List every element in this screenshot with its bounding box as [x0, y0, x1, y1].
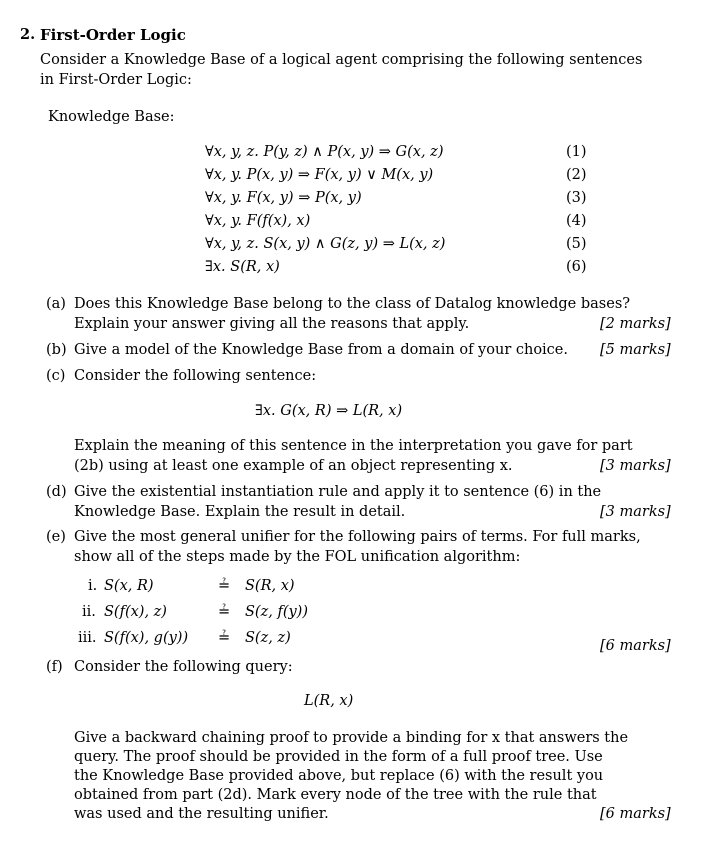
- question-d-line-1: Give the existential instantiation rule and apply it to sentence (6) in the: [74, 484, 602, 500]
- unify-item-left-2: S(f(x), z): [104, 604, 167, 620]
- kb-label: Knowledge Base:: [48, 109, 175, 125]
- question-d-label: (d): [46, 484, 67, 500]
- unify-operator-2: ≟: [218, 604, 231, 620]
- kb-formula-3: ∀x, y. F(x, y) ⇒ P(x, y): [205, 190, 362, 206]
- question-c-label: (c): [46, 368, 66, 384]
- question-e-line-1: Give the most general unifier for the following pairs of terms. For full marks,: [74, 529, 641, 545]
- question-f-line-3: query. The proof should be provided in the form of a full proof tree. Use: [74, 749, 603, 765]
- section-title: First-Order Logic: [40, 26, 186, 44]
- question-a-line-1: Does this Knowledge Base belong to the class of Datalog knowledge bases?: [74, 296, 631, 312]
- question-b-line-1: Give a model of the Knowledge Base from a domain of your choice.: [74, 342, 568, 358]
- kb-number-1: (1): [566, 144, 587, 160]
- question-e-label: (e): [46, 529, 66, 545]
- kb-formula-1: ∀x, y, z. P(y, z) ∧ P(x, y) ⇒ G(x, z): [205, 144, 444, 160]
- question-f-line-6: was used and the resulting unifier.: [74, 806, 329, 822]
- question-b-marks: [5 marks]: [600, 342, 671, 358]
- question-f-line-1: Consider the following query:: [74, 659, 293, 675]
- kb-number-6: (6): [566, 259, 587, 275]
- question-f-formula: L(R, x): [304, 693, 354, 709]
- unify-item-left-1: S(x, R): [104, 578, 154, 594]
- question-f-marks: [6 marks]: [600, 806, 671, 822]
- unify-item-right-1: S(R, x): [245, 578, 295, 594]
- question-a-line-2: Explain your answer giving all the reasons that apply.: [74, 316, 470, 332]
- unify-operator-3: ≟: [218, 630, 231, 646]
- question-c-marks: [3 marks]: [600, 458, 671, 474]
- question-f-line-5: obtained from part (2d). Mark every node of the tree with the rule that: [74, 787, 597, 803]
- question-c-line-2: Explain the meaning of this sentence in the interpretation you gave for part: [74, 438, 633, 454]
- section-number: 2.: [20, 26, 36, 43]
- question-b-label: (b): [46, 342, 67, 358]
- question-f-line-4: the Knowledge Base provided above, but replace (6) with the result you: [74, 768, 604, 784]
- kb-formula-2: ∀x, y. P(x, y) ⇒ F(x, y) ∨ M(x, y): [205, 167, 434, 183]
- question-c-line-1: Consider the following sentence:: [74, 368, 317, 384]
- question-d-line-2: Knowledge Base. Explain the result in detail.: [74, 504, 406, 520]
- kb-number-5: (5): [566, 236, 587, 252]
- question-c-line-3: (2b) using at least one example of an object representing x.: [74, 458, 513, 474]
- question-c-formula: ∃x. G(x, R) ⇒ L(R, x): [255, 403, 403, 419]
- unify-item-num-3: iii.: [78, 630, 97, 646]
- unify-item-num-2: ii.: [82, 604, 96, 620]
- question-e-line-2: show all of the steps made by the FOL unification algorithm:: [74, 549, 521, 565]
- question-a-marks: [2 marks]: [600, 316, 671, 332]
- kb-formula-6: ∃x. S(R, x): [205, 259, 280, 275]
- question-d-marks: [3 marks]: [600, 504, 671, 520]
- question-f-line-2: Give a backward chaining proof to provide a binding for x that answers the: [74, 730, 629, 746]
- unify-item-left-3: S(f(x), g(y)): [104, 630, 189, 646]
- kb-formula-5: ∀x, y, z. S(x, y) ∧ G(z, y) ⇒ L(x, z): [205, 236, 446, 252]
- kb-number-4: (4): [566, 213, 587, 229]
- intro-line-2: in First-Order Logic:: [40, 72, 192, 88]
- kb-formula-4: ∀x, y. F(f(x), x): [205, 213, 311, 229]
- question-f-label: (f): [46, 659, 63, 675]
- unify-item-num-1: i.: [88, 578, 98, 594]
- unify-operator-1: ≟: [218, 578, 231, 594]
- question-e-marks: [6 marks]: [600, 638, 671, 654]
- unify-item-right-3: S(z, z): [245, 630, 291, 646]
- unify-item-right-2: S(z, f(y)): [245, 604, 308, 620]
- intro-line-1: Consider a Knowledge Base of a logical agent comprising the following sentences: [40, 52, 643, 68]
- question-a-label: (a): [46, 296, 66, 312]
- kb-number-3: (3): [566, 190, 587, 206]
- kb-number-2: (2): [566, 167, 587, 183]
